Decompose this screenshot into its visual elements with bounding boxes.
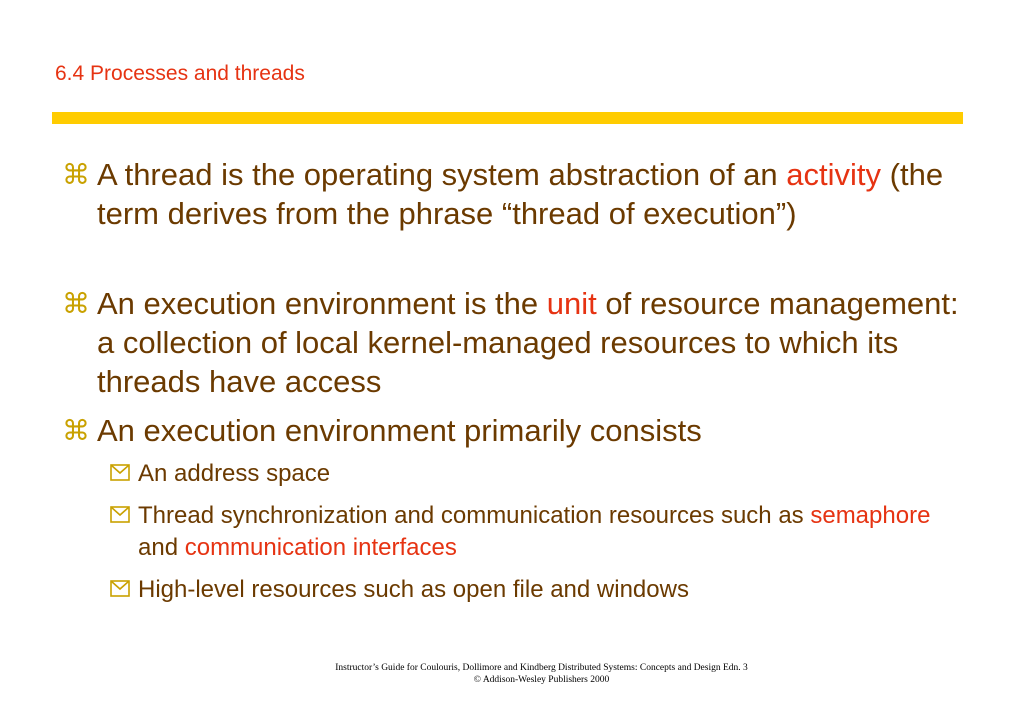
command-key-bullet-icon: ⌘ [62,158,90,191]
footer [0,662,1023,686]
footer-copyright: © Addison-Wesley Publishers 2000 [473,675,610,685]
bullet-item [62,411,962,450]
subbullet-text: An address space [138,460,331,487]
highlight-term: semaphore [810,502,931,529]
footer-citation: Instructor’s Guide for Coulouris, Dollimore and Kindberg Distributed Systems: Concepts and Design Edn. 3 [335,663,748,673]
command-key-bullet-icon: ⌘ [62,287,90,320]
subbullet-text: High-level resources such as open file and windows [138,576,689,603]
subbullet-text: Thread synchronization and communication resources such as semaphore and communication interfaces [138,502,931,561]
checked-box-icon [110,580,130,597]
checked-box-icon [110,464,130,481]
title-rule [52,112,963,124]
bullet-item [62,284,962,401]
bullet-text: An execution environment is the unit of resource management: a collection of local kernel-managed resources to which its threads have access [97,286,959,399]
subbullet-item [110,574,940,606]
command-key-bullet-icon: ⌘ [62,414,90,447]
bullet-text: An execution environment primarily consists [97,413,702,448]
slide-title: 6.4 Processes and threads [55,62,305,85]
highlight-term: communication interfaces [184,534,457,561]
highlight-term: unit [546,286,597,321]
checked-box-icon [110,506,130,523]
highlight-term: activity [786,157,882,192]
subbullet-item [110,500,940,564]
subbullet-item [110,458,940,490]
bullet-item [62,155,962,233]
bullet-text: A thread is the operating system abstraction of an activity (the term derives from the phrase “thread of execution”) [97,157,944,231]
